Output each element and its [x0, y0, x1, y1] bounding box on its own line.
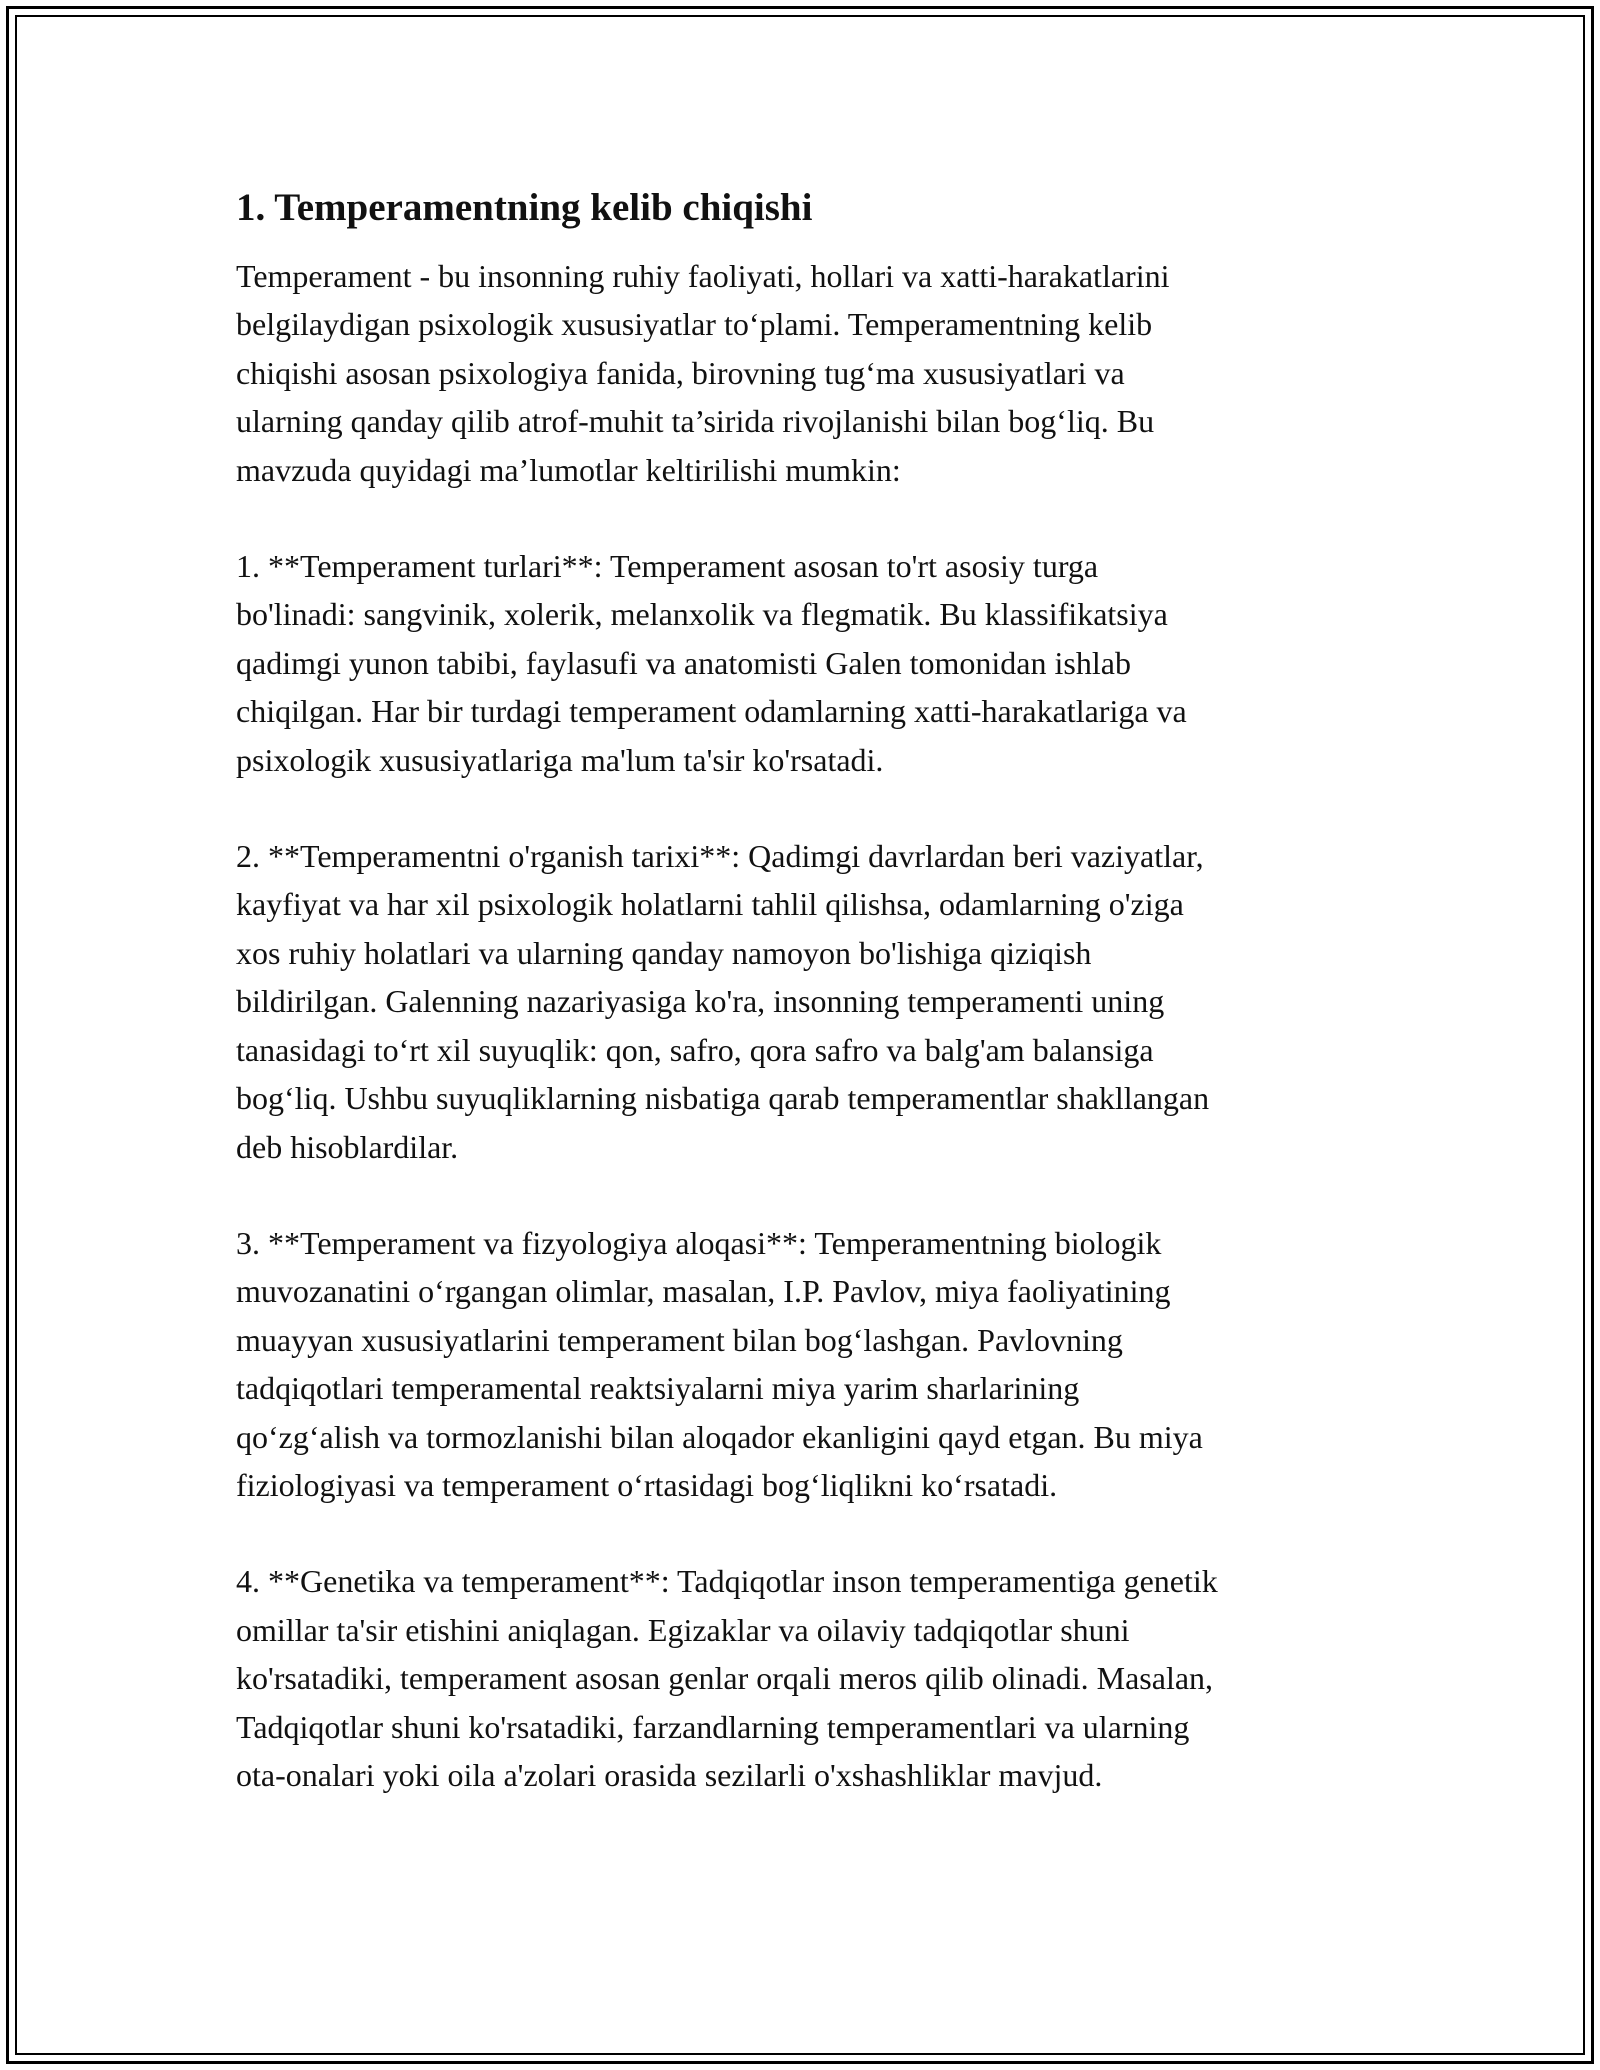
paragraph-study-history: 2. **Temperamentni o'rganish tarixi**: Qadimgi davrlardan beri vaziyatlar, kayfiyat va har xil psixologik holatlarni tahlil qilishsa, odamlarning o'ziga xos ruhiy holatlari va ularning qanday namoyon bo'lishiga qiziqish bildirilgan. Galenning nazariyasiga ko'ra, insonning temperamenti uning tanasidagi to‘rt xil suyuqlik: qon, safro, qora safro va balg'am balansiga bog‘liq. Ushbu suyuqliklarning nisbatiga qarab temperamentlar shakllangan deb hisoblardilar.: [236, 838, 1210, 1165]
document-title: 1. Temperamentning kelib chiqishi: [236, 186, 813, 229]
paragraph-temperament-types: 1. **Temperament turlari**: Temperament asosan to'rt asosiy turga bo'linadi: sangvinik, xolerik, melanxolik va flegmatik. Bu klassifikatsiya qadimgi yunon tabibi, faylasufi va anatomisti Galen tomonidan ishlab chiqilgan. Har bir turdagi temperament odamlarning xatti-harakatlariga va psixologik xususiyatlariga ma'lum ta'sir ko'rsatadi.: [236, 548, 1187, 778]
intro-paragraph: Temperament - bu insonning ruhiy faoliyati, hollari va xatti-harakatlarini belgilaydigan psixologik xususiyatlar to‘plami. Temperamentning kelib chiqishi asosan psixologiya fanida, birovning tug‘ma xususiyatlari va ularning qanday qilib atrof-muhit ta’sirida rivojlanishi bilan bog‘liq. Bu mavzuda quyidagi ma’lumotlar keltirilishi mumkin:: [236, 258, 1170, 488]
paragraph-physiology: 3. **Temperament va fizyologiya aloqasi**: Temperamentning biologik muvozanatini o‘rgangan olimlar, masalan, I.P. Pavlov, miya faoliyatining muayyan xususiyatlarini temperament bilan bog‘lashgan. Pavlovning tadqiqotlari temperamental reaktsiyalarni miya yarim sharlarining qo‘zg‘alish va tormozlanishi bilan aloqador ekanligini qayd etgan. Bu miya fiziologiyasi va temperament o‘rtasidagi bog‘liqlikni ko‘rsatadi.: [236, 1224, 1203, 1503]
paragraph-genetics: 4. **Genetika va temperament**: Tadqiqotlar inson temperamentiga genetik omillar ta'sir etishini aniqlagan. Egizaklar va oilaviy tadqiqotlar shuni ko'rsatadiki, temperament asosan genlar orqali meros qilib olinadi. Masalan, Tadqiqotlar shuni ko'rsatadiki, farzandlarning temperamentlari va ularning ota-onalari yoki oila a'zolari orasida sezilarli o'xshashliklar mavjud.: [236, 1563, 1218, 1793]
document-body: [236, 183, 1386, 1847]
